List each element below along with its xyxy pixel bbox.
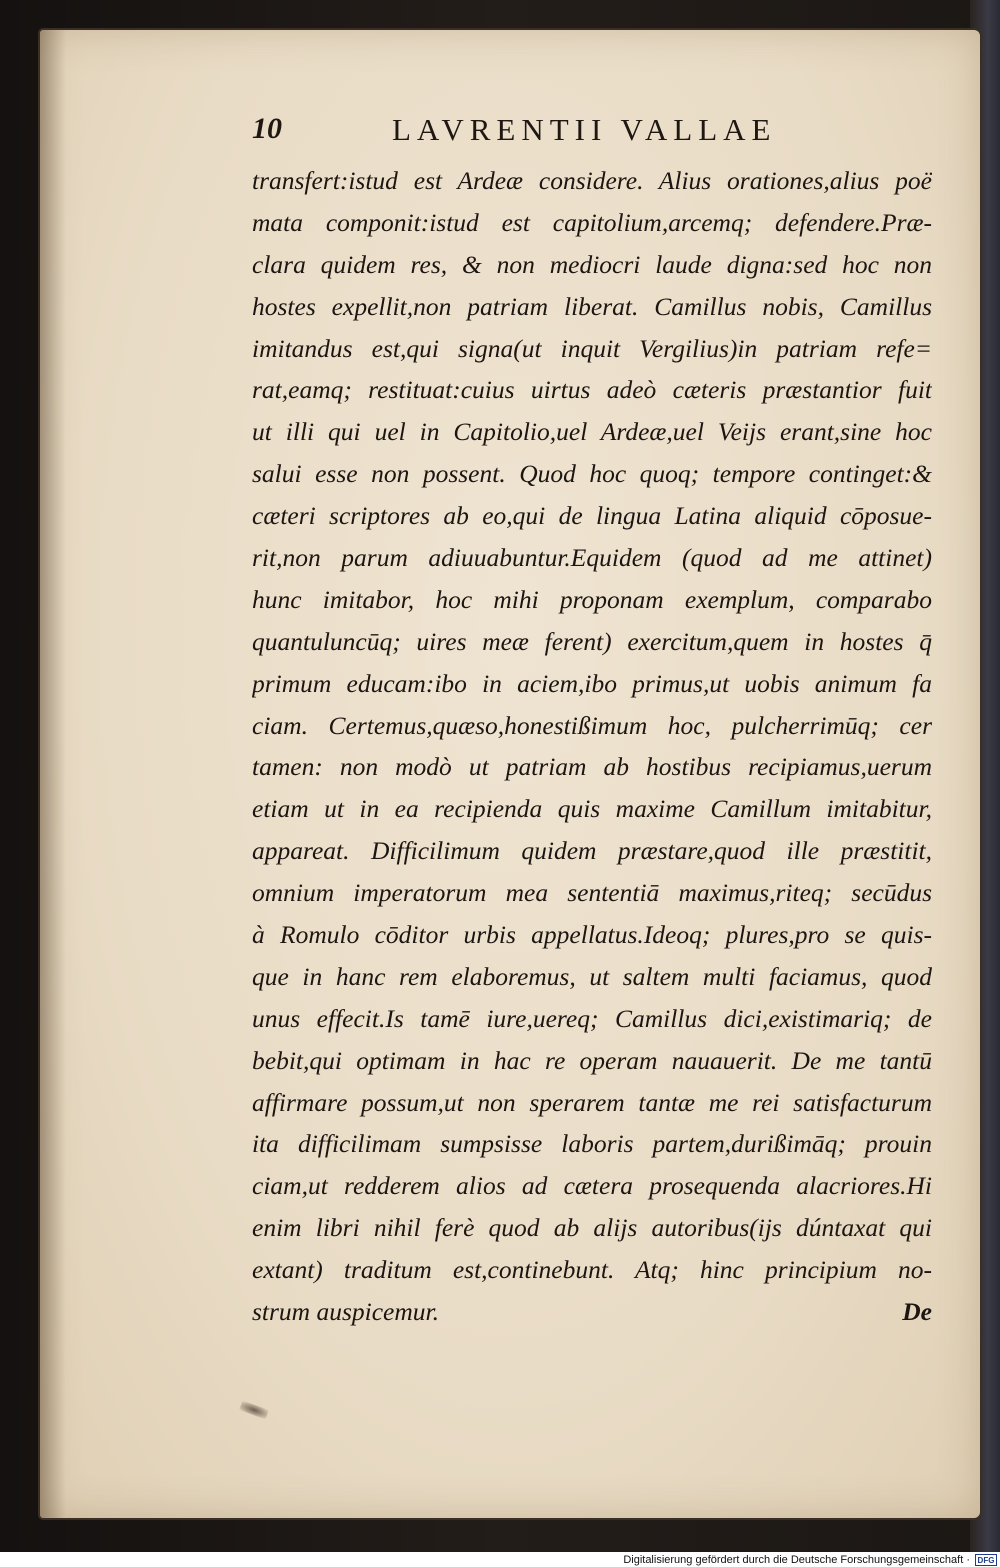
text-line: affirmare possum,ut non sperarem tantæ me rei satisfacturum [252,1087,932,1117]
text-line: unus effecit.Is tamē iure,uereq; Camillus dici,existimariq; de [252,1003,932,1033]
text-line: que in hanc rem elaboremus, ut saltem multi faciamus, quod [252,961,932,991]
page-number: 10 [252,112,282,145]
text-line: imitandus est,qui signa(ut inquit Vergilius)in patriam refe= [252,333,932,363]
text-line: rit,non parum adiuuabuntur.Equidem (quod ad me attinet) [252,543,932,573]
text-line: quantuluncūq; uires meæ ferent) exercitum,quem in hostes q̄ [252,626,932,656]
text-line: primum educam:ibo in aciem,ibo primus,ut uobis animum fa [252,668,932,698]
footer-bar [0,1552,1000,1567]
text-line: ut illi qui uel in Capitolio,uel Ardeæ,uel Veijs erant,sine hoc [252,417,932,447]
text-line: tamen: non modò ut patriam ab hostibus recipiamus,uerum [252,752,932,782]
text-line: salui esse non possent. Quod hoc quoq; tempore continget:& [252,459,932,489]
text-line: à Romulo cōditor urbis appellatus.Ideoq; plures,pro se quis- [252,920,932,950]
text-line: transfert:istud est Ardeæ considere. Alius orationes,alius poë [252,166,932,195]
text-line: mata componit:istud est capitolium,arcemq; defendere.Præ- [252,207,932,237]
funding-credit: Digitalisierung gefördert durch die Deutsche Forschungsgemeinschaft · [623,1554,970,1566]
text-line: clara quidem res, & non mediocri laude digna:sed hoc non [252,249,932,279]
text-line: appareat. Difficilimum quidem præstare,quod ille præstitit, [252,836,932,866]
text-line: rat,eamq; restituat:cuius uirtus adeò cæteris præstantior fuit [252,375,932,405]
running-head: LAVRENTII VALLAE [392,112,777,147]
text-line: hostes expellit,non patriam liberat. Camillus nobis, Camillus [252,291,932,321]
text-line: ita difficilimam sumpsisse laboris partem,durißimāq; prouin [252,1129,932,1159]
text-line: ciam,ut redderem alios ad cætera prosequenda alacriores.Hi [252,1171,932,1201]
text-line: ciam. Certemus,quæso,honestißimum hoc, pulcherrimūq; cer [252,710,932,740]
catchword: De [902,1297,932,1327]
last-line [252,1291,932,1333]
text-line: cæteri scriptores ab eo,qui de lingua Latina aliquid cōposue- [252,501,932,531]
text-line: bebit,qui optimam in hac re operam nauauerit. De me tantū [252,1045,932,1075]
text-line: extant) traditum est,continebunt. Atq; hinc principium no- [252,1255,932,1285]
text-line: hunc imitabor, hoc mihi proponam exemplum, comparabo [252,584,932,614]
page-gutter-shadow [40,30,66,1518]
text-line: etiam ut in ea recipienda quis maxime Camillum imitabitur, [252,794,932,824]
page-header [252,112,792,152]
text-line: enim libri nihil ferè quod ab alijs autoribus(ijs dúntaxat qui [252,1213,932,1243]
dfg-logo-icon: DFG [975,1554,997,1566]
text-line: omnium imperatorum mea sententiā maximus,riteq; secūdus [252,878,932,908]
body-text [252,160,932,1333]
last-line-text: strum auspicemur. [252,1297,440,1327]
